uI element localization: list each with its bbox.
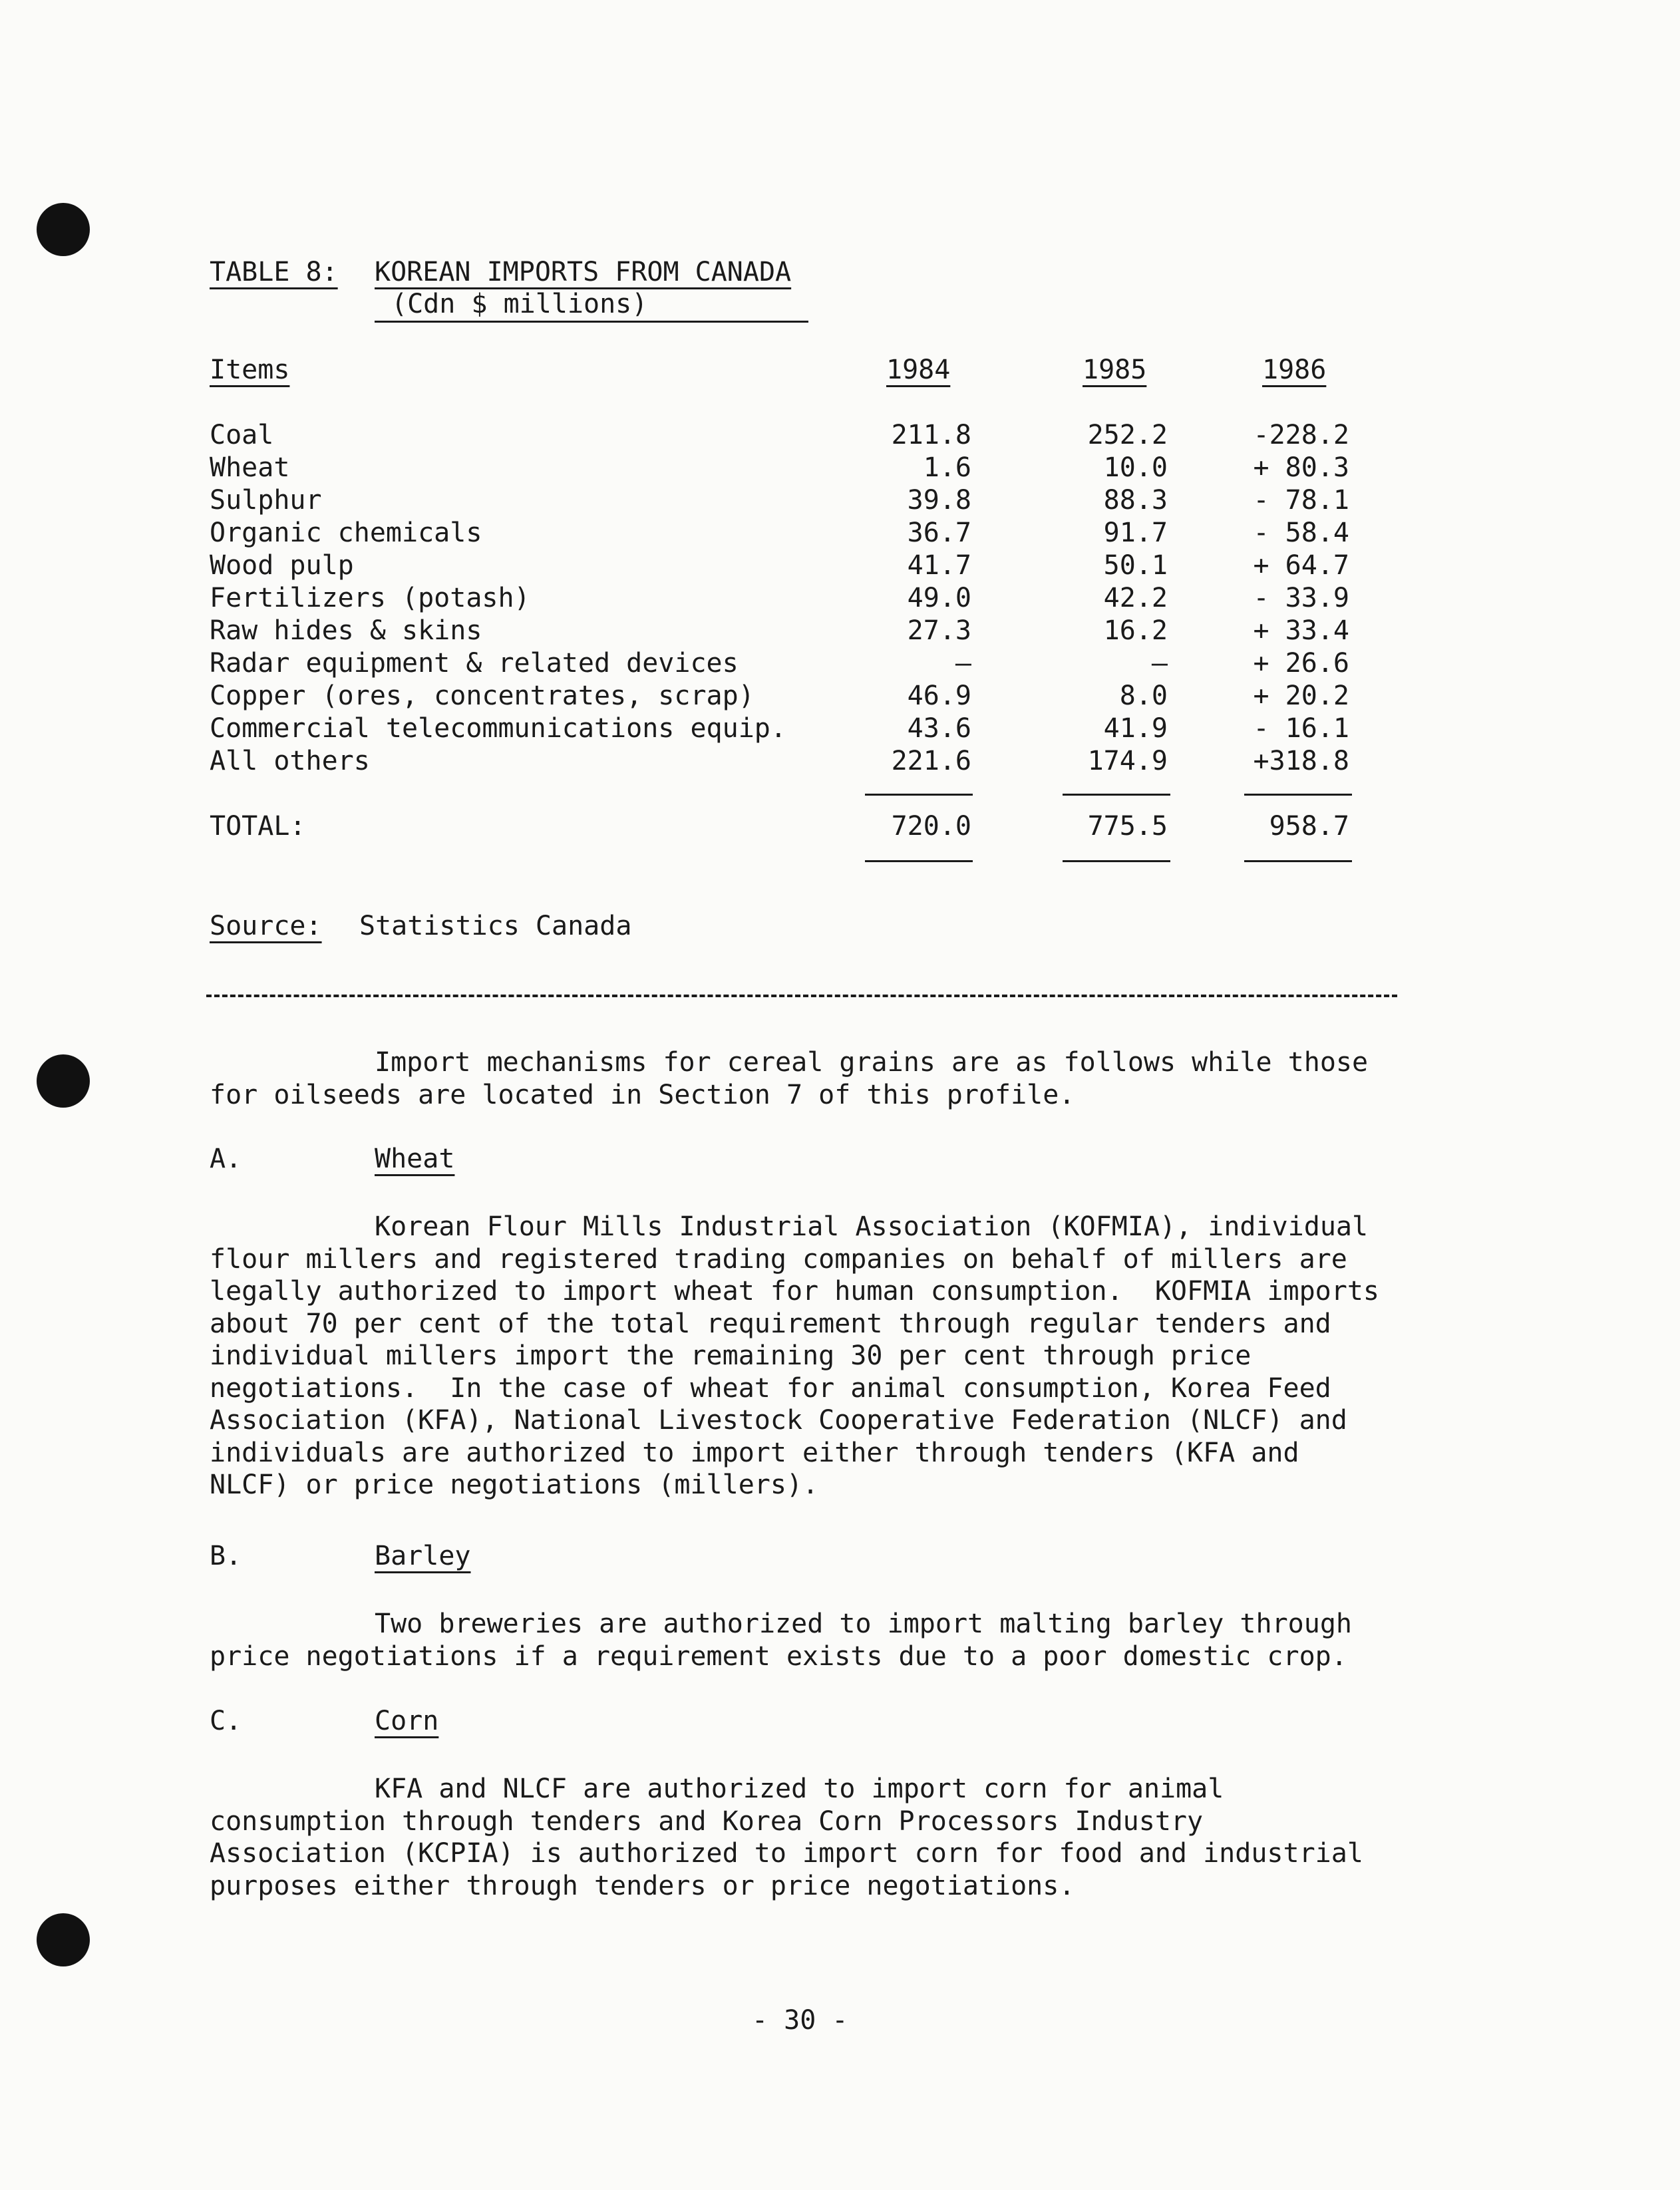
row-value-1986: -228.2: [1253, 420, 1349, 450]
row-value-1986: + 64.7: [1253, 550, 1349, 581]
punch-hole-bottom: [37, 1913, 90, 1966]
table-subtitle: (Cdn $ millions): [391, 289, 648, 319]
section-c-letter: C.: [210, 1706, 242, 1736]
row-value-1985: 252.2: [1087, 420, 1168, 450]
section-a-heading: Wheat: [375, 1144, 455, 1174]
row-value-1984: 1.6: [923, 452, 971, 483]
row-value-1984: —: [955, 648, 971, 679]
total-rule-1986: [1244, 860, 1352, 862]
section-a-paragraph: Korean Flour Mills Industrial Association (KOFMIA), individual flour millers and registered trading companies on behalf of millers are legally authorized to import wheat for human consumption. KOFMIA imports about 70 per cent of the total requirement through regular tenders and individual millers import the remaining 30 per cent through price negotiations. In the case of wheat for animal consumption, Korea Feed Association (KFA), National Livestock Cooperative Federation (NLCF) and individuals are authorized to import either through tenders (KFA and NLCF) or price negotiations (millers).: [210, 1211, 1379, 1500]
total-value-1986: 958.7: [1269, 811, 1349, 842]
row-value-1984: 211.8: [891, 420, 971, 450]
header-1984: 1984: [886, 355, 951, 385]
row-value-1986: - 33.9: [1253, 583, 1349, 613]
row-value-1986: + 80.3: [1253, 452, 1349, 483]
row-value-1986: - 58.4: [1253, 518, 1349, 548]
subtitle-underline: [375, 321, 808, 323]
row-value-1986: +318.8: [1253, 746, 1349, 776]
total-rule-1984: [865, 860, 973, 862]
source-label: Source:: [210, 911, 322, 941]
row-value-1984: 46.9: [907, 681, 971, 711]
row-value-1984: 41.7: [907, 550, 971, 581]
table-title: KOREAN IMPORTS FROM CANADA: [375, 257, 792, 287]
table-caption: TABLE 8:: [210, 257, 338, 287]
row-value-1986: + 33.4: [1253, 615, 1349, 646]
row-value-1985: 42.2: [1103, 583, 1168, 613]
row-value-1986: + 26.6: [1253, 648, 1349, 679]
row-item: Commercial telecommunications equip.: [210, 713, 786, 744]
row-item: Wheat: [210, 452, 290, 483]
subtotal-rule-1986: [1244, 794, 1352, 796]
row-item: Wood pulp: [210, 550, 354, 581]
row-value-1985: 50.1: [1103, 550, 1168, 581]
total-rule-1985: [1063, 860, 1170, 862]
row-value-1984: 39.8: [907, 485, 971, 516]
section-c-heading: Corn: [375, 1706, 439, 1736]
section-c-paragraph: KFA and NLCF are authorized to import corn for animal consumption through tenders and Korea Corn Processors Industry Association (KCPIA) is authorized to import corn for food and industrial purposes either through tenders or price negotiations.: [210, 1774, 1363, 1901]
punch-hole-top: [37, 203, 90, 256]
row-value-1985: 41.9: [1103, 713, 1168, 744]
section-b-letter: B.: [210, 1541, 242, 1571]
row-value-1984: 43.6: [907, 713, 971, 744]
total-label: TOTAL:: [210, 811, 306, 842]
section-separator: [206, 995, 1397, 997]
row-value-1984: 49.0: [907, 583, 971, 613]
row-value-1986: - 78.1: [1253, 485, 1349, 516]
row-value-1984: 221.6: [891, 746, 971, 776]
row-item: Radar equipment & related devices: [210, 648, 739, 679]
header-1986: 1986: [1262, 355, 1327, 385]
row-value-1985: 8.0: [1119, 681, 1168, 711]
subtotal-rule-1984: [865, 794, 973, 796]
row-value-1986: - 16.1: [1253, 713, 1349, 744]
subtotal-rule-1985: [1063, 794, 1170, 796]
header-items: Items: [210, 355, 290, 385]
row-item: Raw hides & skins: [210, 615, 482, 646]
page-number: - 30 -: [752, 2005, 848, 2036]
total-value-1985: 775.5: [1087, 811, 1168, 842]
section-b-paragraph: Two breweries are authorized to import malting barley through price negotiations if a requirement exists due to a poor domestic crop.: [210, 1609, 1353, 1672]
total-value-1984: 720.0: [891, 811, 971, 842]
row-value-1984: 27.3: [907, 615, 971, 646]
row-item: Fertilizers (potash): [210, 583, 530, 613]
row-value-1986: + 20.2: [1253, 681, 1349, 711]
row-value-1985: 16.2: [1103, 615, 1168, 646]
row-item: Coal: [210, 420, 274, 450]
intro-paragraph: Import mechanisms for cereal grains are as follows while those for oilseeds are located in Section 7 of this profile.: [210, 1047, 1369, 1110]
row-item: Sulphur: [210, 485, 322, 516]
row-value-1985: —: [1151, 648, 1168, 679]
row-value-1985: 88.3: [1103, 485, 1168, 516]
row-item: Organic chemicals: [210, 518, 482, 548]
section-a-letter: A.: [210, 1144, 242, 1174]
row-item: Copper (ores, concentrates, scrap): [210, 681, 755, 711]
section-b-heading: Barley: [375, 1541, 471, 1571]
row-value-1985: 91.7: [1103, 518, 1168, 548]
row-value-1985: 174.9: [1087, 746, 1168, 776]
header-1985: 1985: [1083, 355, 1147, 385]
punch-hole-middle: [37, 1054, 90, 1108]
row-value-1984: 36.7: [907, 518, 971, 548]
source-value: Statistics Canada: [359, 911, 632, 941]
row-value-1985: 10.0: [1103, 452, 1168, 483]
row-item: All others: [210, 746, 370, 776]
